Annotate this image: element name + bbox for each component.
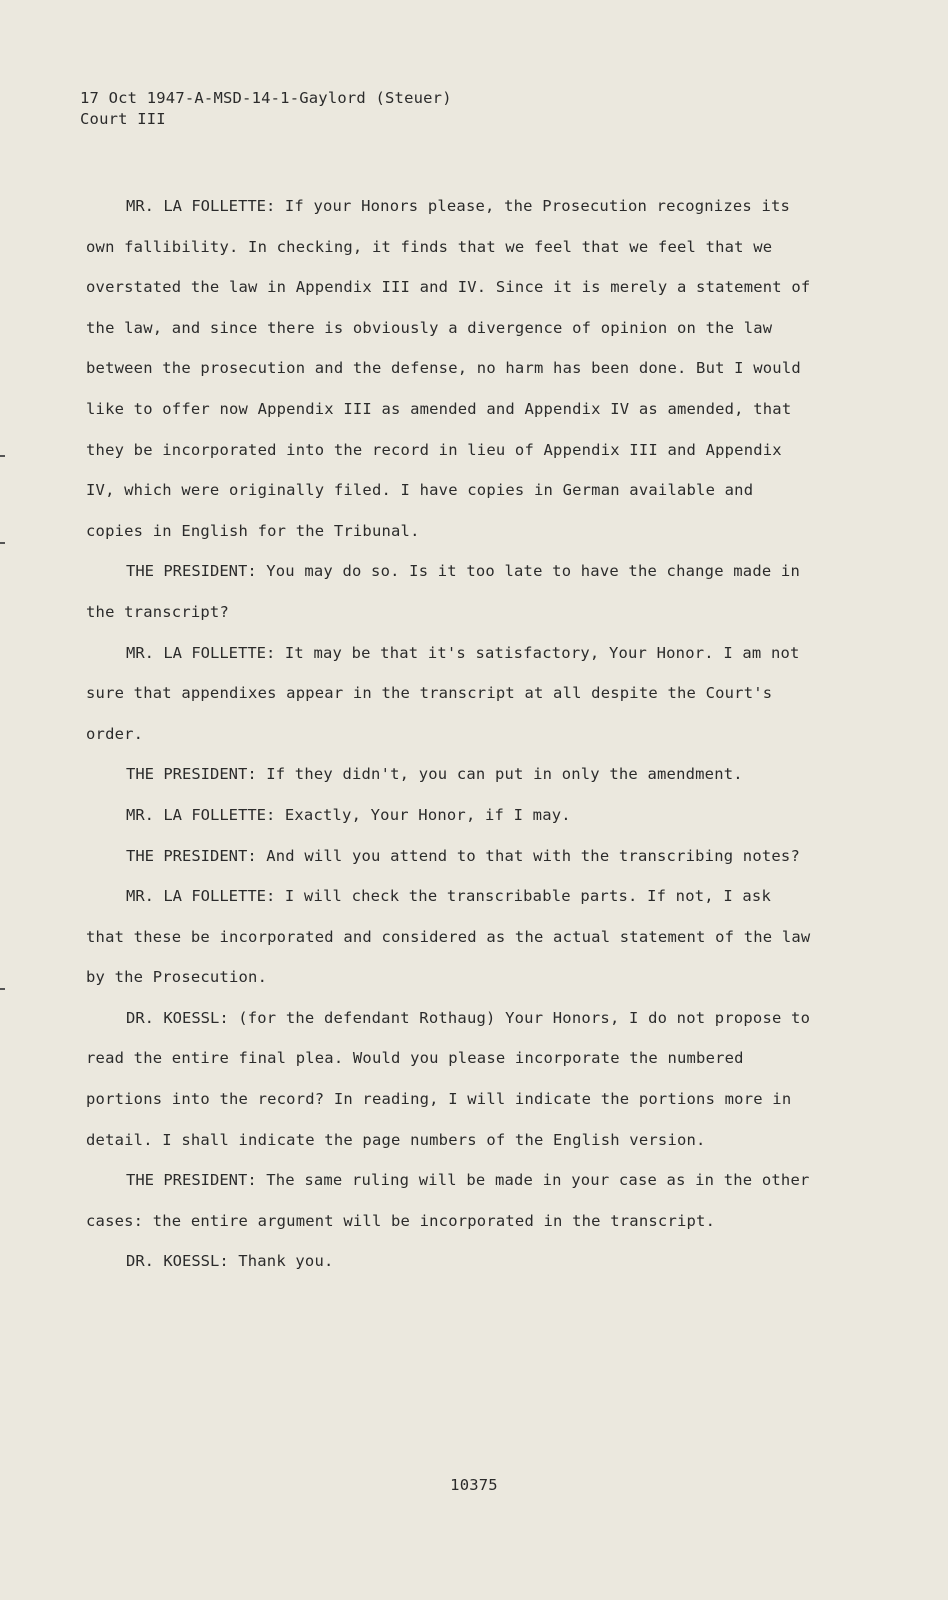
- margin-mark: [0, 455, 5, 457]
- paragraph-text: Exactly, Your Honor, if I may.: [284, 805, 571, 824]
- speaker-label: DR. KOESSL:: [126, 1008, 229, 1027]
- document-header: [80, 88, 452, 130]
- header-reference-line: 17 Oct 1947-A-MSD-14-1-Gaylord (Steuer): [80, 89, 452, 107]
- transcript-paragraph: [86, 998, 816, 1160]
- speaker-label: MR. LA FOLLETTE:: [126, 643, 276, 662]
- transcript-paragraph: [86, 1241, 816, 1282]
- speaker-label: THE PRESIDENT:: [126, 765, 257, 784]
- transcript-paragraph: [86, 836, 816, 877]
- paragraph-text: If your Honors please, the Prosecution recognizes its own fallibility. In checking, it finds that we feel that we feel that we overstated the law in Appendix III and IV. Since it is merely a statement of the law, and since there is obviously a divergence of opinion on the law between the prosecution and the defense, no harm has been done. But I would like to offer now Appendix III as amended and Appendix IV as amended, that they be incorporated into the record in lieu of Appendix III and Appendix IV, which were originally filed. I have copies in German available and copies in English for the Tribunal.: [86, 197, 811, 540]
- transcript-paragraph: [86, 1160, 816, 1241]
- margin-mark: [0, 988, 5, 990]
- speaker-label: MR. LA FOLLETTE:: [126, 887, 276, 906]
- paragraph-text: You may do so. Is it too late to have the change made in the transcript?: [86, 562, 800, 621]
- paragraph-text: And will you attend to that with the transcribing notes?: [266, 846, 800, 865]
- speaker-label: THE PRESIDENT:: [126, 846, 257, 865]
- paragraph-text: (for the defendant Rothaug) Your Honors, I do not propose to read the entire final plea. Would you please incorporate the numbered portions into the record? In reading, I will indicate the portions more in detail. I shall indicate the page numbers of the English version.: [86, 1008, 811, 1149]
- speaker-label: THE PRESIDENT:: [126, 1171, 257, 1190]
- speaker-label: MR. LA FOLLETTE:: [126, 197, 276, 215]
- transcript-paragraph: [86, 754, 816, 795]
- header-court-line: Court III: [80, 110, 166, 128]
- transcript-paragraph: [86, 551, 816, 632]
- paragraph-text: If they didn't, you can put in only the amendment.: [266, 765, 743, 784]
- transcript-paragraph: [86, 795, 816, 836]
- transcript-body: [86, 186, 816, 1282]
- transcript-paragraph: [86, 633, 816, 755]
- page-number: 10375: [450, 1476, 498, 1494]
- speaker-label: DR. KOESSL:: [126, 1252, 229, 1271]
- paragraph-text: It may be that it's satisfactory, Your Honor. I am not sure that appendixes appear in the transcript at all despite the Court's order.: [86, 643, 800, 743]
- paragraph-text: I will check the transcribable parts. If not, I ask that these be incorporated and considered as the actual statement of the law by the Prosecution.: [86, 887, 811, 987]
- speaker-label: THE PRESIDENT:: [126, 562, 257, 581]
- paragraph-text: Thank you.: [238, 1252, 334, 1271]
- paragraph-text: The same ruling will be made in your case as in the other cases: the entire argument will be incorporated in the transcript.: [86, 1171, 810, 1230]
- margin-mark: [0, 542, 5, 544]
- transcript-paragraph: [86, 876, 816, 998]
- speaker-label: MR. LA FOLLETTE:: [126, 805, 276, 824]
- transcript-paragraph: [86, 186, 816, 551]
